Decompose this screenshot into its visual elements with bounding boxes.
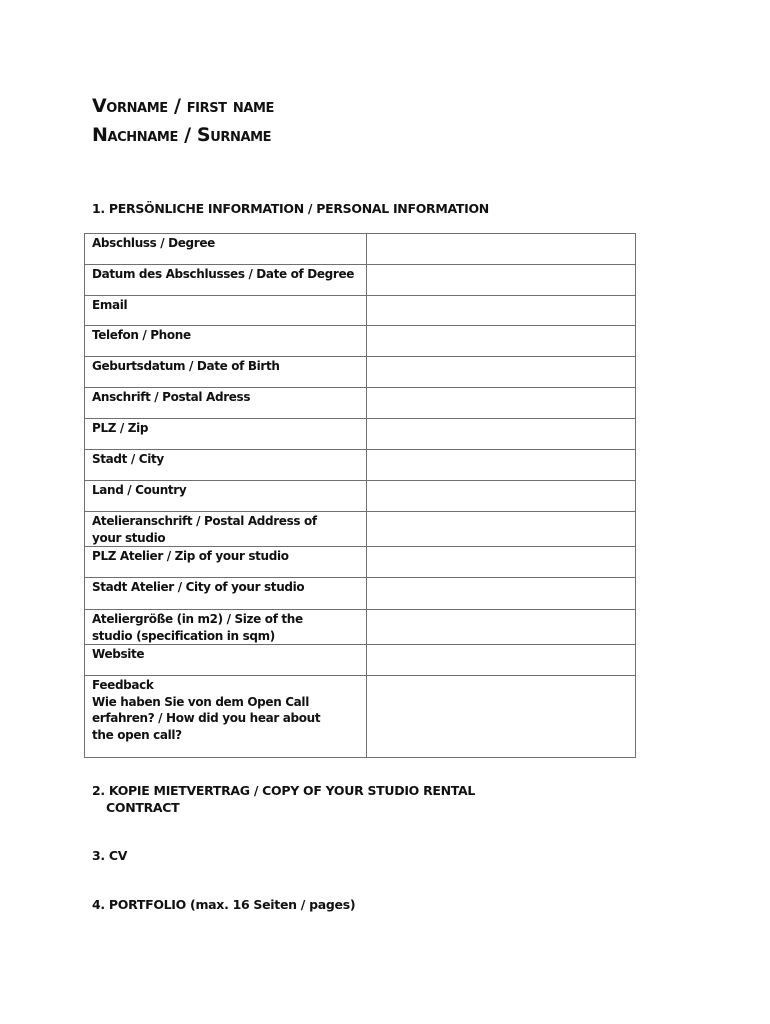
table-row (85, 419, 636, 450)
table-row (85, 481, 636, 512)
surname-heading: Nachname / Surname (92, 124, 272, 146)
feedback-label-line: Feedback (92, 678, 154, 692)
table-row (85, 512, 636, 547)
table-row (85, 610, 636, 645)
studio-city-label: Stadt Atelier / City of your studio (85, 578, 367, 610)
degree-field[interactable] (367, 234, 636, 265)
table-row (85, 296, 636, 326)
rental-contract-heading-line: CONTRACT (106, 800, 180, 815)
feedback-field[interactable] (367, 676, 636, 758)
table-row (85, 326, 636, 357)
section-rental-contract (92, 782, 475, 816)
studio-address-label (85, 512, 367, 547)
city-label: Stadt / City (85, 450, 367, 481)
feedback-label-line: the open call? (92, 727, 182, 742)
zip-field[interactable] (367, 419, 636, 450)
studio-city-field[interactable] (367, 578, 636, 610)
studio-address-field[interactable] (367, 512, 636, 547)
table-row (85, 578, 636, 610)
studio-size-field[interactable] (367, 610, 636, 645)
table-row (85, 676, 636, 758)
table-row (85, 357, 636, 388)
studio-size-label-line: studio (specification in sqm) (92, 628, 275, 643)
phone-label: Telefon / Phone (85, 326, 367, 357)
table-row (85, 388, 636, 419)
country-field[interactable] (367, 481, 636, 512)
phone-field[interactable] (367, 326, 636, 357)
section-cv: 3. CV (92, 848, 128, 863)
postal-address-field[interactable] (367, 388, 636, 419)
feedback-label-line: erfahren? / How did you hear about (92, 711, 321, 725)
table-row (85, 645, 636, 676)
studio-zip-field[interactable] (367, 547, 636, 578)
website-field[interactable] (367, 645, 636, 676)
table-row (85, 547, 636, 578)
degree-label: Abschluss / Degree (85, 234, 367, 265)
date-of-birth-label: Geburtsdatum / Date of Birth (85, 357, 367, 388)
studio-size-label (85, 610, 367, 645)
studio-size-label-line: Ateliergröße (in m2) / Size of the (92, 612, 303, 626)
email-label: Email (85, 296, 367, 326)
rental-contract-heading-line: 2. KOPIE MIETVERTRAG / COPY OF YOUR STUDIO RENTAL (92, 783, 476, 798)
feedback-label-line: Wie haben Sie von dem Open Call (92, 694, 309, 709)
postal-address-label: Anschrift / Postal Adress (85, 388, 367, 419)
personal-information-table (84, 233, 636, 758)
date-of-degree-label: Datum des Abschlusses / Date of Degree (85, 265, 367, 296)
zip-label: PLZ / Zip (85, 419, 367, 450)
studio-address-label-line: your studio (92, 530, 166, 545)
section-personal-information: 1. PERSÖNLICHE INFORMATION / PERSONAL INFORMATION (92, 201, 489, 216)
page-title (92, 92, 274, 150)
date-of-degree-field[interactable] (367, 265, 636, 296)
city-field[interactable] (367, 450, 636, 481)
studio-address-label-line: Atelieranschrift / Postal Address of (92, 514, 317, 528)
website-label: Website (85, 645, 367, 676)
feedback-label (85, 676, 367, 758)
studio-zip-label: PLZ Atelier / Zip of your studio (85, 547, 367, 578)
date-of-birth-field[interactable] (367, 357, 636, 388)
table-row (85, 265, 636, 296)
section-portfolio: 4. PORTFOLIO (max. 16 Seiten / pages) (92, 897, 356, 912)
country-label: Land / Country (85, 481, 367, 512)
table-row (85, 234, 636, 265)
first-name-heading: Vorname / first name (92, 95, 275, 117)
email-field[interactable] (367, 296, 636, 326)
table-row (85, 450, 636, 481)
